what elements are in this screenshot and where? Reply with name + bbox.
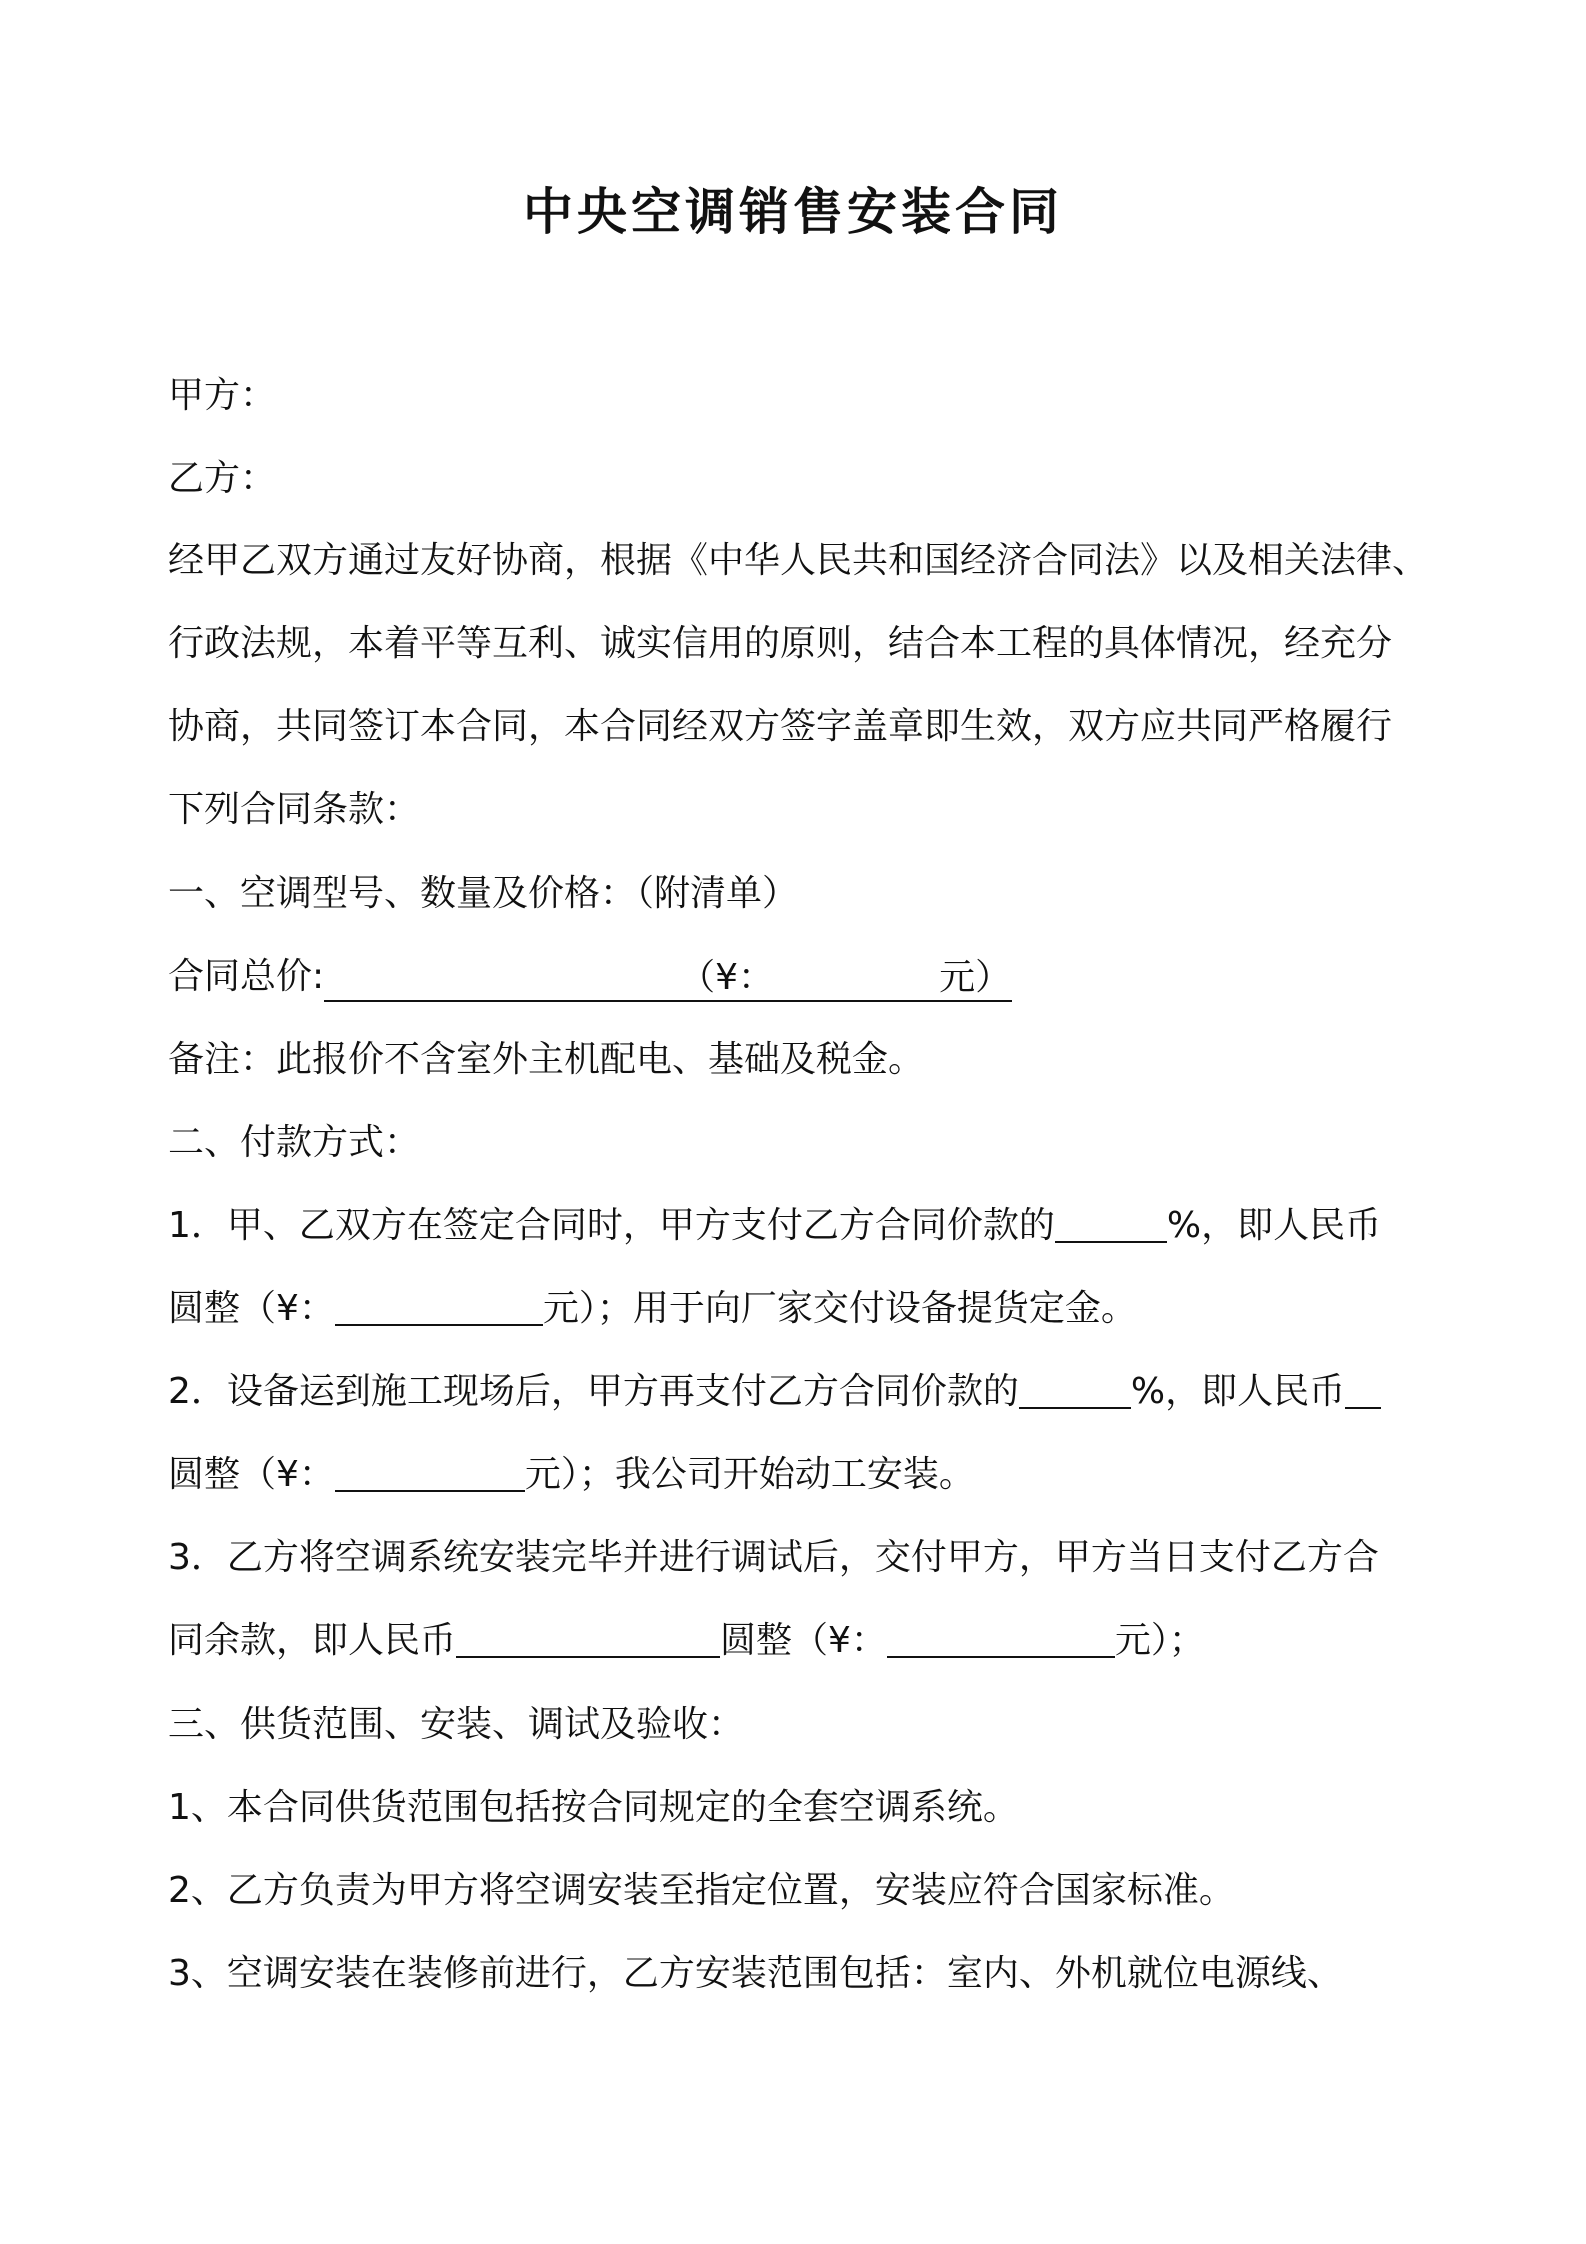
payment-item-2-purpose: 元）；我公司开始动工安装。 [524, 1454, 975, 1495]
payment-item-3-amount-blank [887, 1620, 1115, 1658]
section-1-heading: 一、空调型号、数量及价格：（附清单） [168, 873, 799, 914]
intro-line-2: 行政法规，本着平等互利、诚实信用的原则，结合本工程的具体情况，经充分 [168, 623, 1393, 664]
payment-item-1-amount-blank [335, 1288, 543, 1326]
intro-line-3: 协商，共同签订本合同，本合同经双方签字盖章即生效，双方应共同严格履行 [168, 706, 1393, 747]
payment-item-3-line-2 [168, 1619, 1205, 1663]
section-1-note: 备注：此报价不含室外主机配电、基础及税金。 [168, 1039, 925, 1080]
scope-item-2: 2、乙方负责为甲方将空调安装至指定位置，安装应符合国家标准。 [168, 1870, 1235, 1911]
party-b-line: 乙方： [168, 458, 277, 499]
payment-item-1-percent-blank [1055, 1205, 1167, 1243]
payment-item-3-rmb-blank [456, 1620, 720, 1658]
scope-item-1: 1、本合同供货范围包括按合同规定的全套空调系统。 [168, 1787, 1019, 1828]
document-title: 中央空调销售安装合同 [523, 183, 1063, 241]
payment-item-2-percent-blank [1019, 1371, 1131, 1409]
intro-line-4: 下列合同条款： [168, 789, 421, 830]
scope-item-3: 3、空调安装在装修前进行，乙方安装范围包括：室内、外机就位电源线、 [168, 1953, 1343, 1994]
payment-item-1-purpose: 元）；用于向厂家交付设备提货定金。 [542, 1288, 1137, 1329]
payment-item-1-line-2 [168, 1287, 1137, 1331]
party-a-line: 甲方： [168, 375, 277, 416]
contract-total-blank [324, 956, 1012, 1002]
contract-total-line [168, 955, 1012, 1002]
payment-item-1-line-1 [168, 1204, 1381, 1248]
payment-item-3-end: 元）； [1114, 1620, 1205, 1661]
payment-item-1-amount-label: 圆整（¥： [168, 1288, 335, 1329]
contract-total-label: 合同总价: [168, 956, 325, 997]
payment-item-2-amount-label: 圆整（¥： [168, 1454, 335, 1495]
payment-item-2-rmb: %，即人民币 [1130, 1371, 1346, 1412]
intro-line-1: 经甲乙双方通过友好协商，根据《中华人民共和国经济合同法》以及相关法律、 [168, 540, 1429, 581]
payment-item-1-rmb: %，即人民币 [1166, 1205, 1382, 1246]
contract-total-yuan-close: 元） [939, 957, 1012, 998]
section-2-heading: 二、付款方式： [168, 1122, 421, 1163]
payment-item-2-rmb-blank [1345, 1371, 1381, 1409]
payment-item-2-line-1 [168, 1370, 1381, 1414]
payment-item-3-amount-label: 圆整（¥： [720, 1620, 887, 1661]
payment-item-3-rmb: 同余款，即人民币 [168, 1620, 457, 1661]
payment-item-3-line-1: 3．乙方将空调系统安装完毕并进行调试后，交付甲方，甲方当日支付乙方合 [168, 1537, 1379, 1578]
contract-total-yuan-open: （¥： [679, 957, 775, 998]
payment-item-2-amount-blank [335, 1454, 525, 1492]
payment-item-2-text: 2．设备运到施工现场后，甲方再支付乙方合同价款的 [168, 1371, 1019, 1412]
section-3-heading: 三、供货范围、安装、调试及验收： [168, 1704, 745, 1745]
payment-item-1-text: 1．甲、乙双方在签定合同时，甲方支付乙方合同价款的 [168, 1205, 1055, 1246]
payment-item-2-line-2 [168, 1453, 975, 1497]
